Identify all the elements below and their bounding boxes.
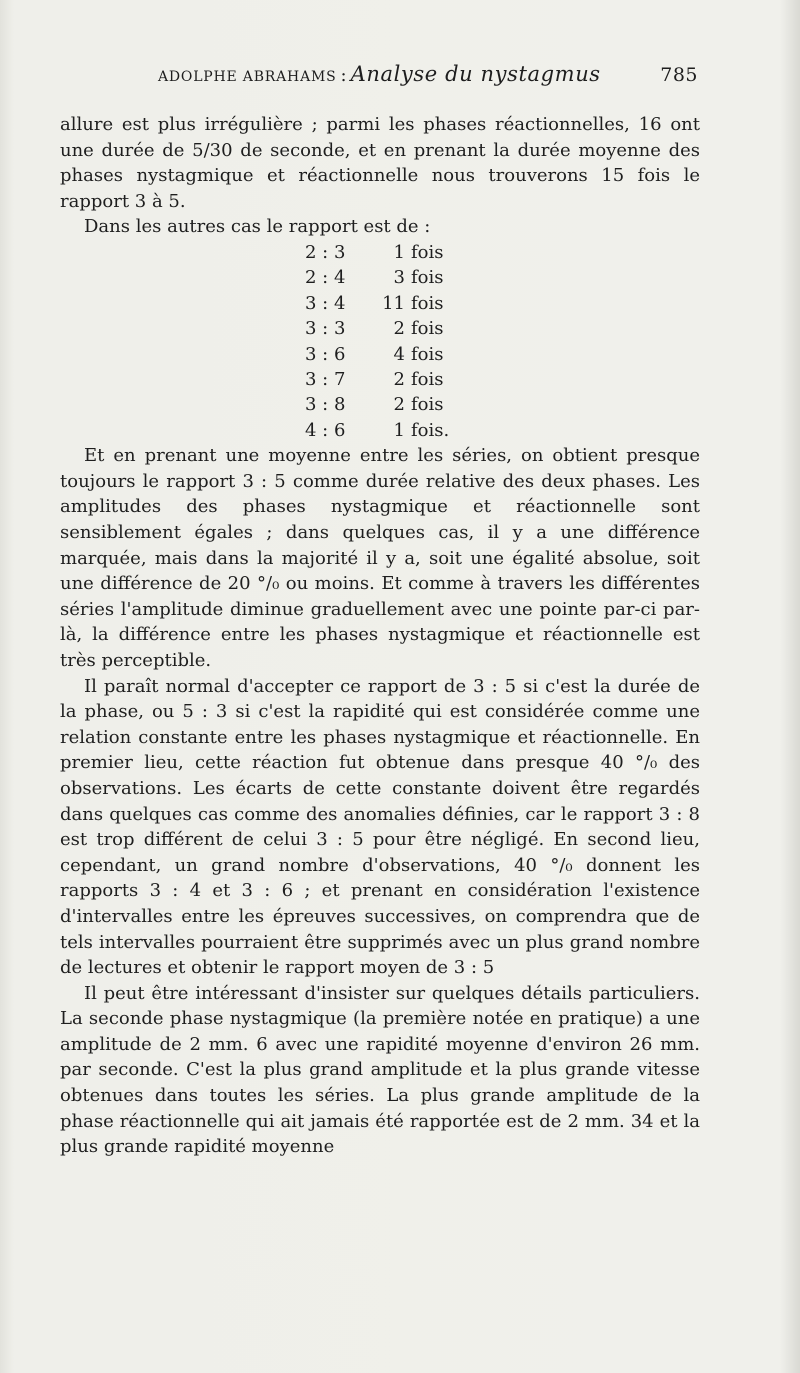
- header-title: Analyse du nystagmus: [350, 62, 601, 86]
- ratio-count: 4: [393, 343, 405, 365]
- ratio-unit: fois.: [411, 419, 450, 441]
- ratio-row: [305, 367, 449, 392]
- paragraph: Il peut être intéressant d'insister sur quelques détails particuliers. La seconde phase nystagmique (la première notée en pratique) a une amplitude de 2 mm. 6 avec une rapidité moyenne d'environ 26 mm. par seconde. C'est la plus grand amplitude et la plus grande vitesse obtenues dans toutes les séries. La plus grande amplitude de la phase réactionnelle qui ait jamais été rapportée est de 2 mm. 34 et la plus grande rapidité moyenne: [60, 982, 700, 1158]
- ratio-row: [305, 265, 449, 290]
- body-text: [60, 112, 700, 1160]
- page-number: 785: [660, 64, 698, 86]
- ratio-count: 11: [382, 292, 405, 314]
- ratio-count: 2: [393, 318, 405, 340]
- ratio-list: [305, 240, 449, 443]
- ratio-value: 3 : 7: [305, 369, 346, 390]
- ratio-count: 1: [393, 419, 405, 441]
- ratio-value: 3 : 6: [305, 343, 346, 365]
- ratio-row: [305, 316, 449, 341]
- paragraph-continuation: allure est plus irrégulière ; parmi les phases réactionnelles, 16 ont une durée de 5/30 de seconde, et en prenant la durée moyenne des phases nystagmique et réactionnelle nous trouverons 15 fois le rapport 3 à 5.: [60, 114, 700, 212]
- ratio-row: [305, 291, 449, 316]
- header-left: [158, 62, 601, 86]
- ratio-row: [305, 342, 449, 367]
- ratio-count: 1: [393, 241, 405, 263]
- ratio-unit: fois: [411, 343, 444, 365]
- header-separator: :: [340, 65, 347, 86]
- ratio-count: 2: [393, 369, 405, 390]
- ratio-unit: fois: [411, 267, 444, 289]
- ratio-row: [305, 392, 449, 417]
- ratio-row: [305, 240, 449, 265]
- ratio-value: 3 : 4: [305, 292, 346, 314]
- ratio-unit: fois: [411, 292, 444, 314]
- ratio-unit: fois: [411, 241, 444, 263]
- paragraph-intro-list: Dans les autres cas le rapport est de :: [84, 216, 431, 238]
- ratio-value: 4 : 6: [305, 419, 346, 441]
- ratio-value: 2 : 4: [305, 267, 346, 289]
- ratio-value: 2 : 3: [305, 241, 346, 263]
- ratio-count: 2: [393, 394, 405, 416]
- ratio-value: 3 : 3: [305, 318, 346, 340]
- paragraph: Et en prenant une moyenne entre les séries, on obtient presque toujours le rapport 3 : 5 comme durée relative des deux phases. Les amplitudes des phases nystagmique et réactionnelle sont sensiblement égales ; dans quelques cas, il y a une différence marquée, mais dans la majorité il y a, soit une égalité absolue, soit une différence de 20 °/₀ ou moins. Et comme à travers les différentes séries l'amplitude diminue graduellement avec une pointe par-ci par-là, la différence entre les phases nystagmique et réactionnelle est très perceptible.: [60, 445, 700, 671]
- ratio-row: [305, 418, 449, 443]
- header-author: ADOLPHE ABRAHAMS: [158, 69, 337, 85]
- paragraph: Il paraît normal d'accepter ce rapport de 3 : 5 si c'est la durée de la phase, ou 5 : 3 si c'est la rapidité qui est considérée comme une relation constante entre les phases nystagmique et réactionnelle. En premier lieu, cette réaction fut obtenue dans presque 40 °/₀ des observations. Les écarts de cette constante doivent être regardés dans quelques cas comme des anomalies définies, car le rapport 3 : 8 est trop différent de celui 3 : 5 pour être négligé. En second lieu, cependant, un grand nombre d'observations, 40 °/₀ donnent les rapports 3 : 4 et 3 : 6 ; et prenant en considération l'existence d'intervalles entre les épreuves successives, on comprendra que de tels intervalles pourraient être supprimés avec un plus grand nombre de lectures et obtenir le rapport moyen de 3 : 5: [60, 675, 700, 979]
- ratio-count: 3: [393, 267, 405, 289]
- ratio-unit: fois: [411, 394, 444, 416]
- ratio-value: 3 : 8: [305, 394, 346, 416]
- running-header: [158, 62, 698, 86]
- ratio-unit: fois: [411, 369, 444, 390]
- ratio-unit: fois: [411, 318, 444, 340]
